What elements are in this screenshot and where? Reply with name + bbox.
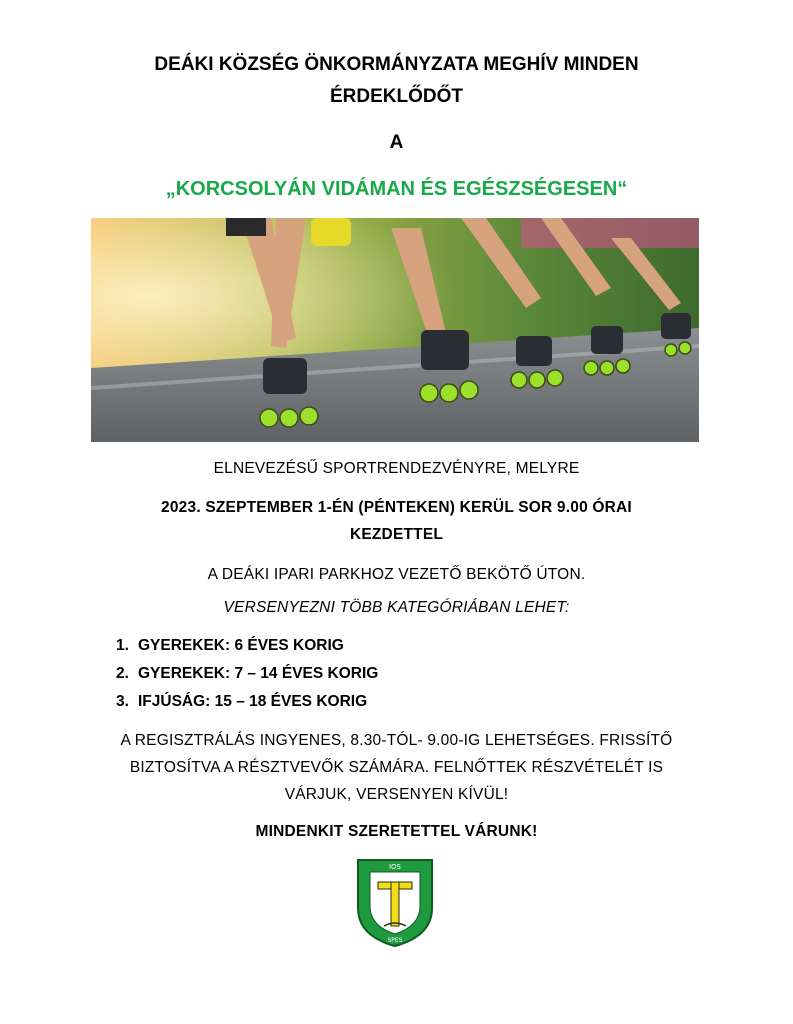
list-item-number: 3.: [116, 693, 129, 710]
registration-line-1: A REGISZTRÁLÁS INGYENES, 8.30-TÓL- 9.00-IG LEHETSÉGES. FRISSÍTŐ: [120, 732, 673, 749]
list-item-number: 1.: [116, 637, 129, 654]
registration-line-3: VÁRJUK, VERSENYEN KÍVÜL!: [284, 786, 509, 803]
categories-list: [116, 632, 378, 716]
inline-skating-photo: [91, 218, 699, 442]
municipal-coat-of-arms-icon: [354, 856, 436, 948]
location-text: A DEÁKI IPARI PARKHOZ VEZETŐ BEKÖTŐ ÚTON.: [207, 566, 586, 583]
list-item-label: GYEREKEK: 6 ÉVES KORIG: [138, 637, 344, 654]
registration-line-2: BIZTOSÍTVA A RÉSZTVEVŐK SZÁMÁRA. FELNŐTTEK RÉSZVÉTELÉT IS: [129, 759, 664, 776]
list-item-label: IFJÚSÁG: 15 – 18 ÉVES KORIG: [138, 693, 368, 710]
event-title: „KORCSOLYÁN VIDÁMAN ÉS EGÉSZSÉGESEN“: [165, 178, 628, 200]
categories-heading: VERSENYEZNI TÖBB KATEGÓRIÁBAN LEHET:: [223, 599, 570, 616]
list-item-number: 2.: [116, 665, 129, 682]
intro-text: ELNEVEZÉSŰ SPORTRENDEZVÉNYRE, MELYRE: [213, 460, 580, 477]
svg-text:IOS: IOS: [388, 863, 402, 871]
date-line-1: 2023. SZEPTEMBER 1-ÉN (PÉNTEKEN) KERÜL SOR 9.00 ÓRAI: [161, 499, 632, 516]
list-item: [116, 688, 378, 716]
heading-line-1: DEÁKI KÖZSÉG ÖNKORMÁNYZATA MEGHÍV MINDEN: [154, 54, 639, 75]
heading-line-2: ÉRDEKLŐDŐT: [330, 86, 463, 107]
list-item: [116, 632, 378, 660]
list-item: [116, 660, 378, 688]
heading-article: A: [389, 132, 404, 153]
date-line-2: KEZDETTEL: [349, 526, 444, 543]
closing-text: MINDENKIT SZERETETTEL VÁRUNK!: [255, 823, 538, 840]
list-item-label: GYEREKEK: 7 – 14 ÉVES KORIG: [138, 665, 379, 682]
svg-text:SPES: SPES: [387, 937, 403, 944]
